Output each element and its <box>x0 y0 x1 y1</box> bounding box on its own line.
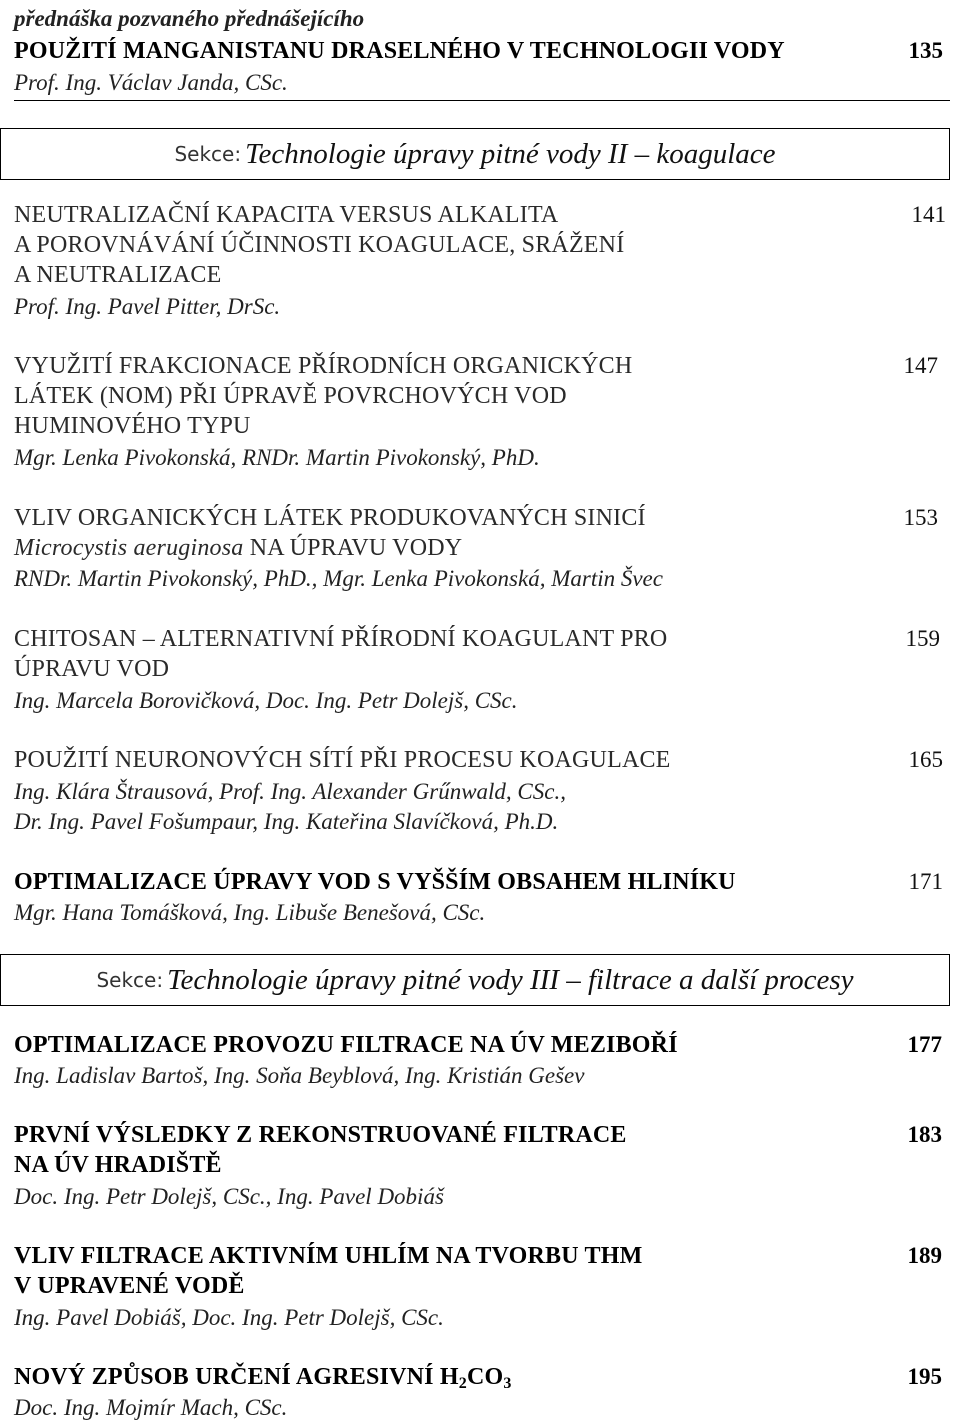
section-title: Technologie úpravy pitné vody II – koagulace <box>245 137 776 170</box>
entry-title-line: OPTIMALIZACE ÚPRAVY VOD S VYŠŠÍM OBSAHEM HLINÍKU <box>14 869 736 895</box>
entry-title-line: VLIV FILTRACE AKTIVNÍM UHLÍM NA TVORBU THM <box>14 1243 643 1269</box>
entry-title-line: NEUTRALIZAČNÍ KAPACITA VERSUS ALKALITA <box>14 202 559 228</box>
entry-authors: Mgr. Hana Tomášková, Ing. Libuše Benešová, CSc. <box>14 900 486 925</box>
intro-entry-authors: Prof. Ing. Václav Janda, CSc. <box>14 70 288 95</box>
entry-title-line <box>14 535 462 562</box>
entry-authors: Dr. Ing. Pavel Fošumpaur, Ing. Kateřina Slavíčková, Ph.D. <box>14 809 559 834</box>
entry-title-line: NA ÚV HRADIŠTĚ <box>14 1152 222 1178</box>
species-name: Microcystis aeruginosa <box>14 535 244 561</box>
entry-title-line: A POROVNÁVÁNÍ ÚČINNOSTI KOAGULACE, SRÁŽENÍ <box>14 232 625 258</box>
invited-lecture-label: přednáška pozvaného přednášejícího <box>14 6 365 31</box>
intro-entry-page: 135 <box>908 38 943 63</box>
entry-page: 159 <box>905 626 940 651</box>
entry-authors: Ing. Ladislav Bartoš, Ing. Soňa Beyblová, Ing. Kristián Gešev <box>14 1063 585 1088</box>
entry-authors: Mgr. Lenka Pivokonská, RNDr. Martin Pivokonský, PhD. <box>14 445 540 470</box>
section-title: Technologie úpravy pitné vody III – filtrace a další procesy <box>167 963 854 996</box>
entry-title-line: VLIV ORGANICKÝCH LÁTEK PRODUKOVANÝCH SINICÍ <box>14 505 646 531</box>
entry-title-main: NOVÝ ZPŮSOB URČENÍ AGRESIVNÍ H <box>14 1364 459 1390</box>
entry-page: 195 <box>907 1364 942 1389</box>
entry-authors: Ing. Marcela Borovičková, Doc. Ing. Petr Dolejš, CSc. <box>14 688 518 713</box>
subscript-two: 2 <box>458 1375 467 1392</box>
entry-page: 153 <box>903 505 938 530</box>
intro-divider <box>14 100 950 101</box>
section-prefix: Sekce: <box>174 142 242 166</box>
entry-title-line: V UPRAVENÉ VODĚ <box>14 1273 245 1299</box>
entry-page: 141 <box>911 202 946 227</box>
entry-page: 189 <box>907 1243 942 1268</box>
entry-title-formula: CO <box>466 1364 504 1390</box>
entry-page: 165 <box>908 747 943 772</box>
entry-authors: Prof. Ing. Pavel Pitter, DrSc. <box>14 294 281 319</box>
entry-authors: Ing. Pavel Dobiáš, Doc. Ing. Petr Dolejš, CSc. <box>14 1305 444 1330</box>
section-header-koagulace <box>0 128 950 180</box>
entry-page: 147 <box>903 353 938 378</box>
entry-page: 183 <box>907 1122 942 1147</box>
entry-title-rest: NA ÚPRAVU VODY <box>249 535 463 561</box>
entry-title-line: CHITOSAN – ALTERNATIVNÍ PŘÍRODNÍ KOAGULANT PRO <box>14 626 668 652</box>
entry-authors: Doc. Ing. Mojmír Mach, CSc. <box>14 1395 288 1420</box>
entry-authors: Doc. Ing. Petr Dolejš, CSc., Ing. Pavel Dobiáš <box>14 1184 444 1209</box>
entry-authors: Ing. Klára Štrausová, Prof. Ing. Alexander Grűnwald, CSc., <box>14 779 566 804</box>
entry-title-line: OPTIMALIZACE PROVOZU FILTRACE NA ÚV MEZIBOŘÍ <box>14 1032 678 1058</box>
entry-page: 177 <box>907 1032 942 1057</box>
entry-title-line <box>14 1364 512 1393</box>
entry-title-line: VYUŽITÍ FRAKCIONACE PŘÍRODNÍCH ORGANICKÝCH <box>14 353 633 379</box>
entry-page: 171 <box>908 869 943 894</box>
subscript-three: 3 <box>503 1375 512 1392</box>
entry-title-line: A NEUTRALIZACE <box>14 262 222 288</box>
entry-title-line: ÚPRAVU VOD <box>14 656 170 682</box>
entry-title-line: HUMINOVÉHO TYPU <box>14 413 251 439</box>
intro-entry-title: POUŽITÍ MANGANISTANU DRASELNÉHO V TECHNOLOGII VODY <box>14 38 785 64</box>
entry-title-line: LÁTEK (NOM) PŘI ÚPRAVĚ POVRCHOVÝCH VOD <box>14 383 567 409</box>
entry-title-line: PRVNÍ VÝSLEDKY Z REKONSTRUOVANÉ FILTRACE <box>14 1122 627 1148</box>
entry-authors: RNDr. Martin Pivokonský, PhD., Mgr. Lenka Pivokonská, Martin Švec <box>14 566 663 591</box>
entry-title-line: POUŽITÍ NEURONOVÝCH SÍTÍ PŘI PROCESU KOAGULACE <box>14 747 671 773</box>
section-header-filtrace <box>0 954 950 1006</box>
section-prefix: Sekce: <box>96 968 164 992</box>
